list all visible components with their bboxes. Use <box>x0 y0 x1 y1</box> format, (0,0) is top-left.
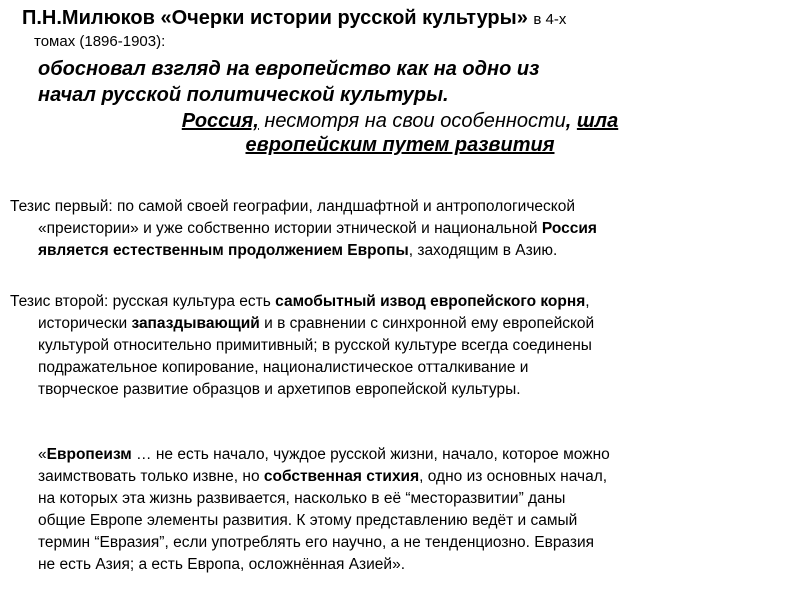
quote-line: не есть Азия; а есть Европа, осложнённая Азией». <box>38 556 405 573</box>
quote-line: заимствовать только извне, но собственная стихия, одно из основных начал, <box>38 468 608 485</box>
thesis-line: исторически запаздывающий и в сравнении с синхронной ему европейской <box>38 315 595 332</box>
title-volumes-prefix: в 4-х <box>533 11 567 28</box>
quote-line: общие Европе элементы развития. К этому представлению ведёт и самый <box>38 512 578 529</box>
quote-line: «Европеизм … не есть начало, чуждое русской жизни, начало, которое можно <box>38 446 610 463</box>
thesis-first <box>10 196 780 262</box>
russia-middle: несмотря на свои особенности <box>258 110 566 132</box>
thesis-line: подражательное копирование, националистическое отталкивание и <box>38 359 529 376</box>
thesis-line: Тезис первый: по самой своей географии, ландшафтной и антропологической <box>10 198 576 215</box>
thesis-second <box>10 291 780 401</box>
quote-line: термин “Евразия”, если употреблять его научно, а не тенденциозно. Евразия <box>38 534 595 551</box>
russia-path: европейским путем развития <box>245 134 555 156</box>
eurasia-quote <box>38 444 788 576</box>
main-claim-line: начал русской политической культуры. <box>38 84 449 106</box>
slide-title <box>22 6 782 50</box>
thesis-line: «преистории» и уже собственно истории этнической и национальной Россия <box>38 220 597 237</box>
russia-statement <box>0 109 800 157</box>
title-work: «Очерки истории русской культуры» <box>160 7 528 29</box>
russia-went: шла <box>576 110 619 132</box>
russia-comma: , <box>565 110 572 132</box>
quote-line: на которых эта жизнь развивается, насколько в её “месторазвитии” даны <box>38 490 566 507</box>
title-volumes-suffix: томах (1896-1903): <box>34 33 166 50</box>
thesis-line: Тезис второй: русская культура есть самобытный извод европейского корня, <box>10 293 590 310</box>
thesis-line: является естественным продолжением Европы, заходящим в Азию. <box>38 242 558 259</box>
thesis-line: творческое развитие образцов и архетипов европейской культуры. <box>38 381 521 398</box>
title-author: П.Н.Милюков <box>22 7 155 29</box>
main-claim <box>38 56 758 108</box>
russia-word: Россия, <box>181 110 259 132</box>
main-claim-line: обосновал взгляд на европейство как на одно из <box>38 58 540 80</box>
thesis-line: культурой относительно примитивный; в русской культуре всегда соединены <box>38 337 592 354</box>
